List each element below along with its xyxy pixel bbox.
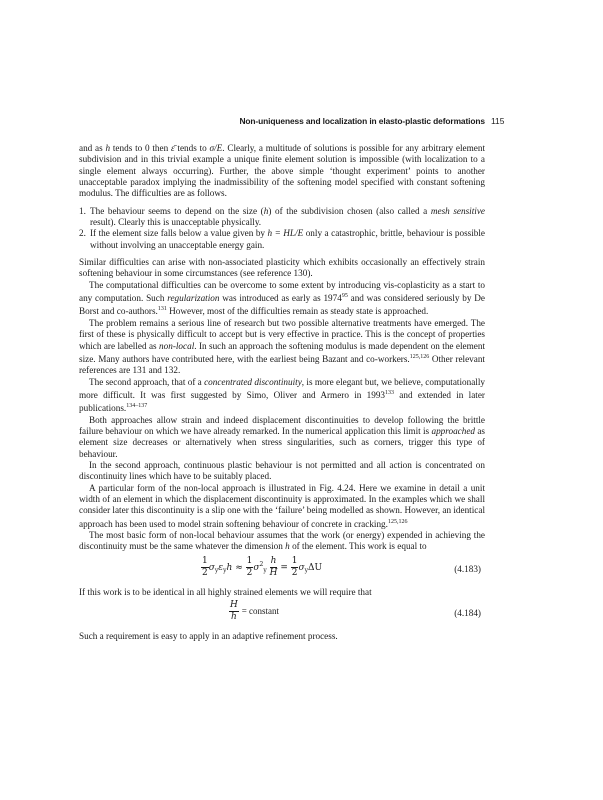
paragraph-3: The computational difficulties can be overcome to some extent by introducing vis-coplasticity as a start to any computation. Such regularization was introduced as early as 1974$^{95}$ and was considered seriously by De Borst and co-authors.$^{131}$ However, most of the difficulties remain as steady state is approached. [79, 279, 485, 317]
paragraph-10: If this work is to be identical in all highly strained elements we will require that [79, 586, 372, 597]
running-header: Non-uniqueness and localization in elasto-plastic deformations [239, 116, 485, 126]
paragraph-7: In the second approach, continuous plastic behaviour is not permitted and all action is concentrated on discontinuity lines which have to be suitably placed. [79, 459, 485, 482]
equation-number: (4.183) [454, 563, 481, 574]
list-item: 1. The behaviour seems to depend on the size (h) of the subdivision chosen (also called a mesh sensitive result). Clearly this is unacceptable physically. [79, 205, 485, 228]
page-body [79, 112, 485, 642]
paragraph-11: Such a requirement is easy to apply in an adaptive refinement process. [79, 631, 338, 642]
list-item: 2. If the element size falls below a value given by h = HL/E only a catastrophic, brittle, behaviour is possible without involving an unacceptable energy gain. [79, 228, 486, 250]
paragraph-1: and as h tends to 0 then ε̄ tends to σ/E. Clearly, a multitude of solutions is possible for any arbitrary element subdivision and in this trivial example a unique finite element solution is impossible (with localization to a single element always occurring). Further, the above simple ‘thought experiment’ points to another unacceptable paradox implying the inadmissibility of the softening model specified with constant softening modulus. The difficulties are as follows. [79, 143, 485, 199]
paragraph-8: A particular form of the non-local approach is illustrated in Fig. 4.24. Here we examine in detail a unit width of an element in which the displacement discontinuity is approximated. In the examples which we shall consider later this discontinuity is a slip one with the ‘failure’ being modelled as shown. However, an identical approach has been used to model strain softening behaviour of concrete in cracking.$^{125,126}$ [79, 482, 485, 529]
paragraph-9: The most basic form of non-local behaviour assumes that the work (or energy) expended in achieving the discontinuity must be the same whatever the dimension h of the element. This work is equal to [79, 530, 485, 552]
paragraph-5: The second approach, that of a concentrated discontinuity, is more elegant but, we believe, computationally more difficult. It was first suggested by Simo, Oliver and Armero in 1993$^{133}$ and extended in later publications.$^{134-137}$ [79, 376, 485, 414]
equation-4-184: $\frac{H}{h}$ = constant (4.184) [230, 600, 481, 623]
paragraph-4: The problem remains a serious line of research but two possible alternative treatments have emerged. The first of these is physically difficult to accept but is very effective in practice. This is the concept of properties which are labelled as non-local. In such an approach the softening modulus is made dependent on the element size. Many authors have contributed here, with the earliest being Bazant and co-workers.$^{125,126}$ Other relevant references are 131 and 132. [79, 317, 485, 376]
equation-4-183: $\frac{1}{2}$ $\sigma_y\varepsilon_yh$ ≈ $\frac{1}{2}$ $\sigma^2_y$ $\frac{h}{H}$ = $\frac{1}{2}$ $\sigma_y\Delta U$ (4.183) [202, 555, 481, 578]
equation-number: (4.184) [454, 608, 481, 619]
page-number: 115 [491, 116, 505, 126]
difficulty-list [79, 206, 485, 251]
paragraph-6: Both approaches allow strain and indeed displacement discontinuities to develop following the brittle failure behaviour on which we have already remarked. In the numerical application this limit is approached as element size decreases or alternatively when stress singularities, such as corners, trigger this type of behaviour. [79, 414, 485, 459]
paragraph-2: Similar difficulties can arise with non-associated plasticity which exhibits occasionally an effectively strain softening behaviour in some circumstances (see reference 130). [79, 257, 485, 279]
